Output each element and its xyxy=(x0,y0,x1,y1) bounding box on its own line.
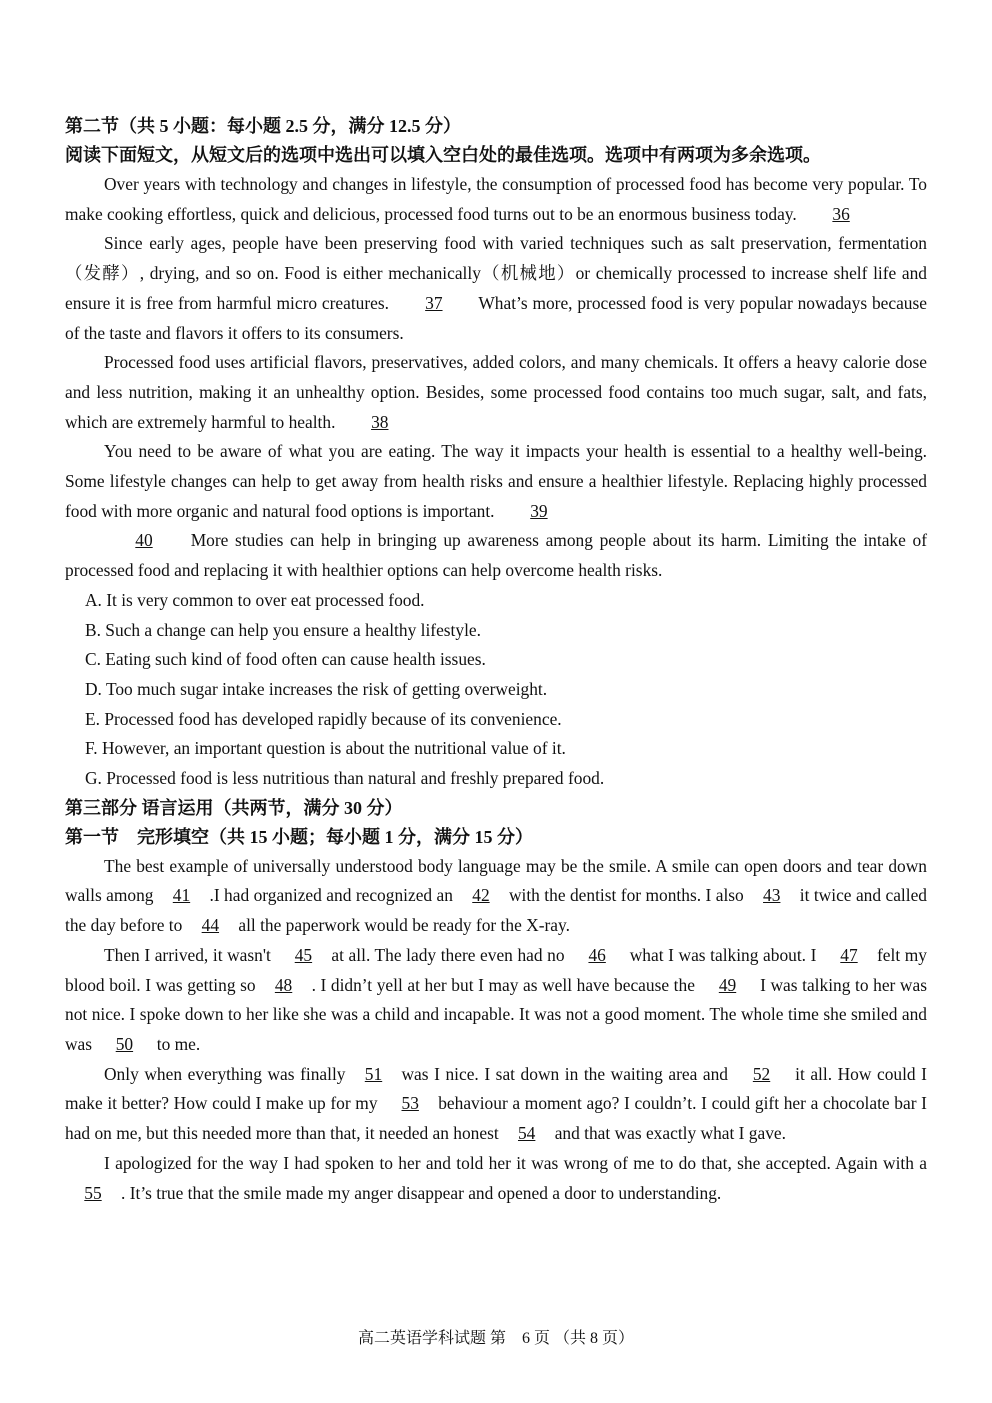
cloze-paragraph-4: I apologized for the way I had spoken to her and told her it was wrong of me to do that, she accepted. Again with a55 . It’s true that the smile made my anger disappear and opened a door to understanding. xyxy=(65,1149,927,1208)
blank-46: 46 xyxy=(588,944,606,965)
section2-heading: 第二节（共 5 小题：每小题 2.5 分，满分 12.5 分） xyxy=(65,116,461,136)
blank-36: 36 xyxy=(832,203,850,224)
blank-38: 38 xyxy=(371,411,389,432)
cloze-heading: 第一节 完形填空（共 15 小题；每小题 1 分，满分 15 分） xyxy=(65,826,533,847)
passage-paragraph-4: You need to be aware of what you are eating. The way it impacts your health is essential to a healthy well-being. Some lifestyle changes can help to get away from health risks and ensure a healthier lifestyle. Replacing highly processed food with more organic and natural food options is important. 39 xyxy=(65,437,927,526)
cloze-paragraph-1: The best example of universally understood body language may be the smile. A smile can open doors and tear down walls among 41 .I had organized and recognized an 42 with the dentist for months. I also 43 it twice and called the day before to 44 all the paperwork would be ready for the X-ray. xyxy=(65,852,927,941)
option-d: D. Too much sugar intake increases the risk of getting overweight. xyxy=(85,678,548,699)
blank-49: 49 xyxy=(718,974,737,995)
option-f: F. However, an important question is about the nutritional value of it. xyxy=(85,738,566,759)
blank-37: 37 xyxy=(425,292,443,313)
blank-45: 45 xyxy=(294,944,313,965)
blank-52: 52 xyxy=(752,1063,771,1084)
section2-instruction: 阅读下面短文，从短文后的选项中选出可以填入空白处的最佳选项。选项中有两项为多余选项。 xyxy=(65,145,821,165)
passage-paragraph-3: Processed food uses artificial flavors, preservatives, added colors, and many chemicals. It offers a heavy calorie dose and less nutrition, making it an unhealthy option. Besides, some processed food contains too much sugar, salt, and fats, which are extremely harmful to health. 38 xyxy=(65,348,927,437)
page-footer: 高二英语学科试题 第 6 页 （共 8 页） xyxy=(357,1330,634,1347)
part3-heading: 第三部分 语言运用（共两节，满分 30 分） xyxy=(65,797,403,818)
exam-page xyxy=(65,112,927,1208)
blank-48: 48 xyxy=(274,974,293,995)
options-list xyxy=(65,586,927,794)
cloze-paragraph-2: Then I arrived, it wasn't 45 at all. The lady there even had no 46 what I was talking about. I 47 felt my blood boil. I was getting so 48 . I didn’t yell at her but I may as well have because the 49 I was talking to her was not nice. I spoke down to her like she was a child and incapable. It was not a good moment. The whole time she smiled and was 50 to me. xyxy=(65,941,927,1060)
blank-50: 50 xyxy=(115,1033,134,1054)
blank-53: 53 xyxy=(401,1093,419,1114)
blank-40: 40 xyxy=(135,530,153,551)
blank-43: 43 xyxy=(763,885,781,906)
option-g: G. Processed food is less nutritious than natural and freshly prepared food. xyxy=(85,768,605,789)
passage-paragraph-5: 40 More studies can help in bringing up awareness among people about its harm. Limiting the intake of processed food and replacing it with healthier options can help overcome health risks. xyxy=(65,526,927,585)
blank-41: 41 xyxy=(172,885,191,906)
blank-39: 39 xyxy=(530,500,548,521)
blank-54: 54 xyxy=(517,1123,536,1144)
blank-44: 44 xyxy=(201,915,220,936)
blank-42: 42 xyxy=(472,885,490,906)
option-e: E. Processed food has developed rapidly because of its convenience. xyxy=(85,708,562,729)
option-a: A. It is very common to over eat processed food. xyxy=(85,589,425,610)
blank-47: 47 xyxy=(840,944,858,965)
blank-51: 51 xyxy=(364,1063,383,1084)
blank-55: 55 xyxy=(84,1182,102,1203)
cloze-paragraph-3: Only when everything was finally 51 was I nice. I sat down in the waiting area and 52 it all. How could I make it better? How could I make up for my 53 behaviour a moment ago? I couldn’t. I could gift her a chocolate bar I had on me, but this needed more than that, it needed an honest 54 and that was exactly what I gave. xyxy=(65,1060,927,1149)
option-b: B. Such a change can help you ensure a healthy lifestyle. xyxy=(85,619,481,640)
option-c: C. Eating such kind of food often can cause health issues. xyxy=(85,649,486,670)
passage-paragraph-2: Since early ages, people have been preserving food with varied techniques such as salt preservation, fermentation（发酵）, drying, and so on. Food is either mechanically（机械地）or chemically processed to increase shelf life and ensure it is free from harmful micro creatures. 37 What’s more, processed food is very popular nowadays because of the taste and flavors it offers to its consumers. xyxy=(65,233,927,343)
passage-paragraph-1: Over years with technology and changes in lifestyle, the consumption of processed food has become very popular. To make cooking effortless, quick and delicious, processed food turns out to be an enormous business today. 36 xyxy=(65,170,927,229)
